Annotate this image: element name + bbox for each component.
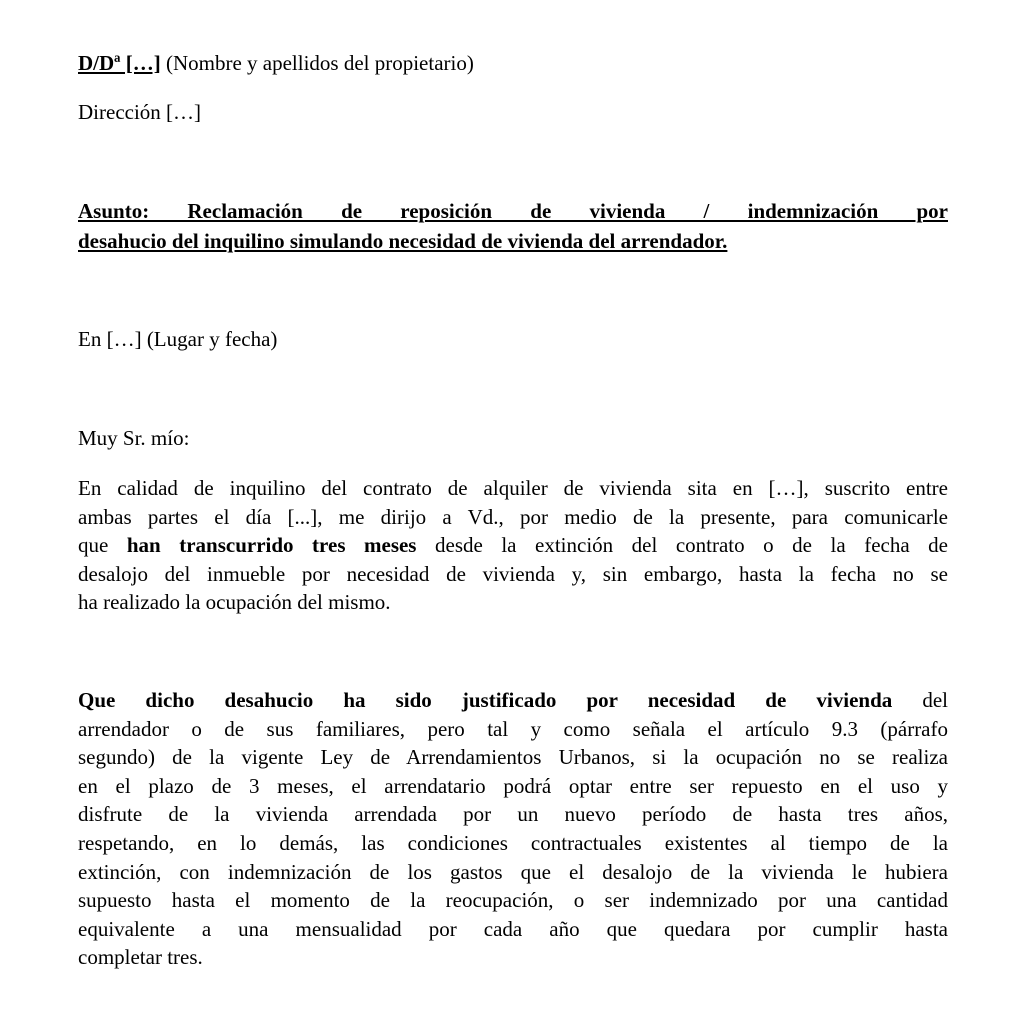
paragraph-2-line: equivalente a una mensualidad por cada año que quedara por cumplir hasta <box>78 916 948 941</box>
paragraph-2-line: supuesto hasta el momento de la reocupación, o ser indemnizado por una cantidad <box>78 888 948 913</box>
paragraph-2-line: completar tres. <box>78 945 203 970</box>
owner-label: D/Dª […] <box>78 51 161 75</box>
greeting: Muy Sr. mío: <box>78 426 190 450</box>
paragraph-2-line <box>78 686 948 715</box>
paragraph-1-line: ambas partes el día [...], me dirijo a Vd., por medio de la presente, para comunicarle <box>78 504 948 529</box>
paragraph-2-line: respetando, en lo demás, las condiciones contractuales existentes al tiempo de la <box>78 830 948 855</box>
paragraph-1-text: desde la extinción del contrato o de la fecha de <box>416 533 948 558</box>
paragraph-1-emphasis: han transcurrido tres meses <box>126 533 417 558</box>
owner-line <box>78 49 474 77</box>
place-date-line: En […] (Lugar y fecha) <box>78 327 278 351</box>
owner-description: (Nombre y apellidos del propietario) <box>160 51 474 75</box>
letter-page <box>78 0 948 1024</box>
paragraph-2-text: del <box>892 688 948 712</box>
subject-heading <box>78 196 948 256</box>
paragraph-1-line: desalojo del inmueble por necesidad de vivienda y, sin embargo, hasta la fecha no se <box>78 561 948 586</box>
paragraph-1-text: que <box>78 533 127 558</box>
subject-line-2: desahucio del inquilino simulando necesidad de vivienda del arrendador. <box>78 229 728 253</box>
subject-line-1: Asunto: Reclamación de reposición de vivienda / indemnización por <box>78 199 948 223</box>
paragraph-2-line: en el plazo de 3 meses, el arrendatario podrá optar entre ser repuesto en el uso y <box>78 773 948 798</box>
paragraph-2 <box>78 686 948 972</box>
paragraph-2-line: arrendador o de sus familiares, pero tal y como señala el artículo 9.3 (párrafo <box>78 716 948 741</box>
paragraph-2-line: segundo) de la vigente Ley de Arrendamientos Urbanos, si la ocupación no se realiza <box>78 745 948 770</box>
address-line: Dirección […] <box>78 100 202 124</box>
paragraph-1 <box>78 474 948 617</box>
paragraph-1-line: ha realizado la ocupación del mismo. <box>78 590 391 615</box>
paragraph-2-line: extinción, con indemnización de los gastos que el desalojo de la vivienda le hubiera <box>78 859 948 884</box>
paragraph-2-emphasis: Que dicho desahucio ha sido justificado por necesidad de vivienda <box>78 688 893 712</box>
paragraph-2-line: disfrute de la vivienda arrendada por un nuevo período de hasta tres años, <box>78 802 948 827</box>
paragraph-1-line <box>78 531 948 560</box>
paragraph-1-line: En calidad de inquilino del contrato de alquiler de vivienda sita en […], suscrito entre <box>78 476 948 500</box>
